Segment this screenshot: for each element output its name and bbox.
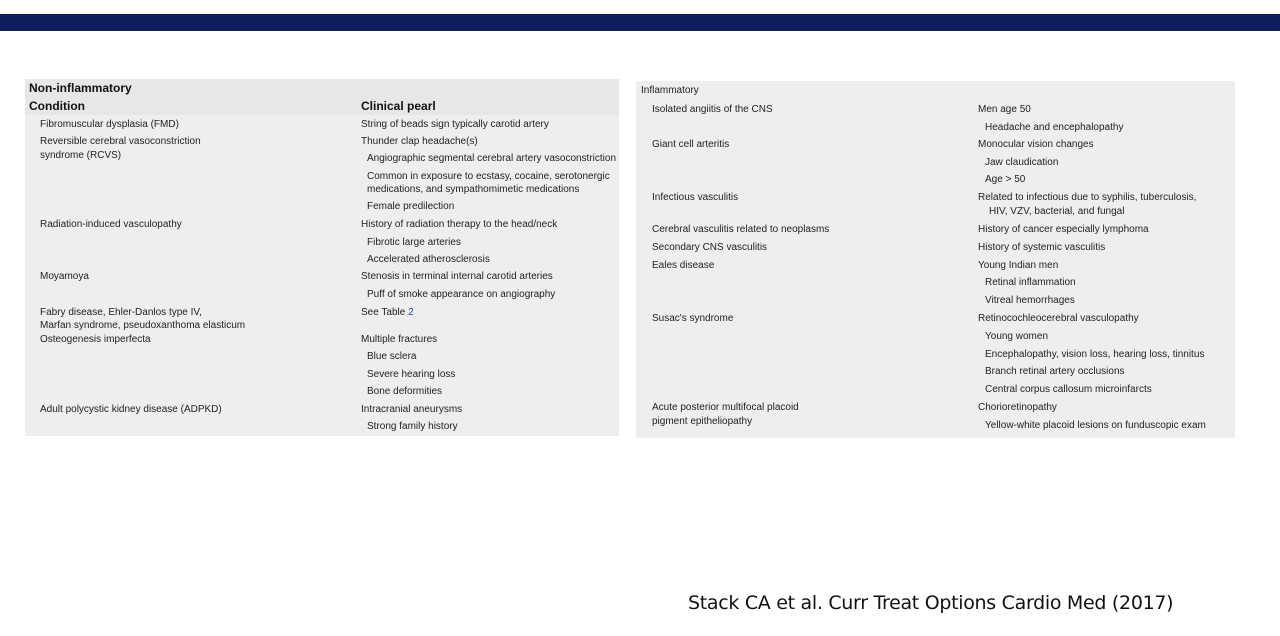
condition-cell: Secondary CNS vasculitis: [652, 242, 768, 253]
section-title: Non-inflammatory: [29, 81, 132, 95]
pearl-cell: Fibrotic large arteries: [367, 237, 461, 248]
condition-cell: Reversible cerebral vasoconstriction: [40, 136, 201, 147]
condition-cell: Adult polycystic kidney disease (ADPKD): [40, 404, 222, 415]
pearl-cell: Angiographic segmental cerebral artery vasoconstriction: [367, 153, 617, 164]
non-inflammatory-table: [25, 79, 619, 436]
pearl-cell: Monocular vision changes: [978, 139, 1094, 150]
condition-cell: Susac's syndrome: [652, 313, 734, 324]
pearl-cell: Puff of smoke appearance on angiography: [367, 289, 556, 300]
pearl-cell: Thunder clap headache(s): [361, 136, 478, 147]
condition-cell: Eales disease: [652, 260, 715, 271]
condition-cell: Isolated angiitis of the CNS: [652, 104, 773, 115]
pearl-cell: Common in exposure to ecstasy, cocaine, serotonergic: [367, 171, 610, 182]
condition-cell: Acute posterior multifocal placoid: [652, 402, 799, 413]
pearl-cell: Accelerated atherosclerosis: [367, 254, 490, 265]
pearl-cell: Yellow-white placoid lesions on funduscopic exam: [985, 420, 1206, 431]
pearl-cell: Stenosis in terminal internal carotid arteries: [361, 271, 553, 282]
pearl-cell: Severe hearing loss: [367, 369, 456, 380]
column-header-pearl: Clinical pearl: [361, 99, 436, 113]
table-header: [25, 79, 619, 115]
pearl-cell: Chorioretinopathy: [978, 402, 1057, 413]
pearl-cell: History of systemic vasculitis: [978, 242, 1106, 253]
pearl-cell: Female predilection: [367, 201, 455, 212]
inflammatory-table: [636, 81, 1235, 438]
condition-cell: Fabry disease, Ehler-Danlos type IV,: [40, 307, 202, 318]
pearl-cell: Age > 50: [985, 174, 1026, 185]
pearl-text: See Table: [361, 307, 406, 318]
condition-cell: syndrome (RCVS): [40, 150, 122, 161]
pearl-cell: Encephalopathy, vision loss, hearing loss, tinnitus: [985, 349, 1205, 360]
condition-cell: Radiation-induced vasculopathy: [40, 219, 182, 230]
condition-cell: Marfan syndrome, pseudoxanthoma elasticum: [40, 320, 246, 331]
pearl-cell: Young Indian men: [978, 260, 1059, 271]
condition-cell: Cerebral vasculitis related to neoplasms: [652, 224, 830, 235]
pearl-cell: Related to infectious due to syphilis, tuberculosis,: [978, 192, 1197, 203]
pearl-cell: Strong family history: [367, 421, 458, 432]
section-title: Inflammatory: [641, 85, 699, 96]
citation: Stack CA et al. Curr Treat Options Cardio Med (2017): [688, 592, 1174, 614]
pearl-cell: Men age 50: [978, 104, 1031, 115]
pearl-cell: String of beads sign typically carotid artery: [361, 119, 549, 130]
column-header-condition: Condition: [29, 99, 85, 113]
pearl-cell: Branch retinal artery occlusions: [985, 366, 1125, 377]
table-reference-link[interactable]: 2: [408, 307, 414, 318]
title-bar: [0, 14, 1280, 31]
pearl-cell: Central corpus callosum microinfarcts: [985, 384, 1152, 395]
pearl-cell: Retinal inflammation: [985, 277, 1076, 288]
pearl-cell: HIV, VZV, bacterial, and fungal: [989, 206, 1125, 217]
condition-cell: Infectious vasculitis: [652, 192, 739, 203]
pearl-cell: Jaw claudication: [985, 157, 1059, 168]
pearl-cell: medications, and sympathomimetic medications: [367, 184, 580, 195]
pearl-cell: Blue sclera: [367, 351, 417, 362]
pearl-cell: Bone deformities: [367, 386, 443, 397]
pearl-cell: Young women: [985, 331, 1049, 342]
condition-cell: Osteogenesis imperfecta: [40, 334, 151, 345]
pearl-cell: Headache and encephalopathy: [985, 122, 1124, 133]
pearl-cell: Intracranial aneurysms: [361, 404, 463, 415]
condition-cell: Fibromuscular dysplasia (FMD): [40, 119, 179, 130]
condition-cell: pigment epitheliopathy: [652, 416, 753, 427]
pearl-cell: [361, 306, 414, 320]
pearl-cell: Retinocochleocerebral vasculopathy: [978, 313, 1139, 324]
pearl-cell: History of cancer especially lymphoma: [978, 224, 1149, 235]
condition-cell: Moyamoya: [40, 271, 89, 282]
pearl-cell: History of radiation therapy to the head/neck: [361, 219, 558, 230]
condition-cell: Giant cell arteritis: [652, 139, 730, 150]
pearl-cell: Vitreal hemorrhages: [985, 295, 1075, 306]
pearl-cell: Multiple fractures: [361, 334, 438, 345]
